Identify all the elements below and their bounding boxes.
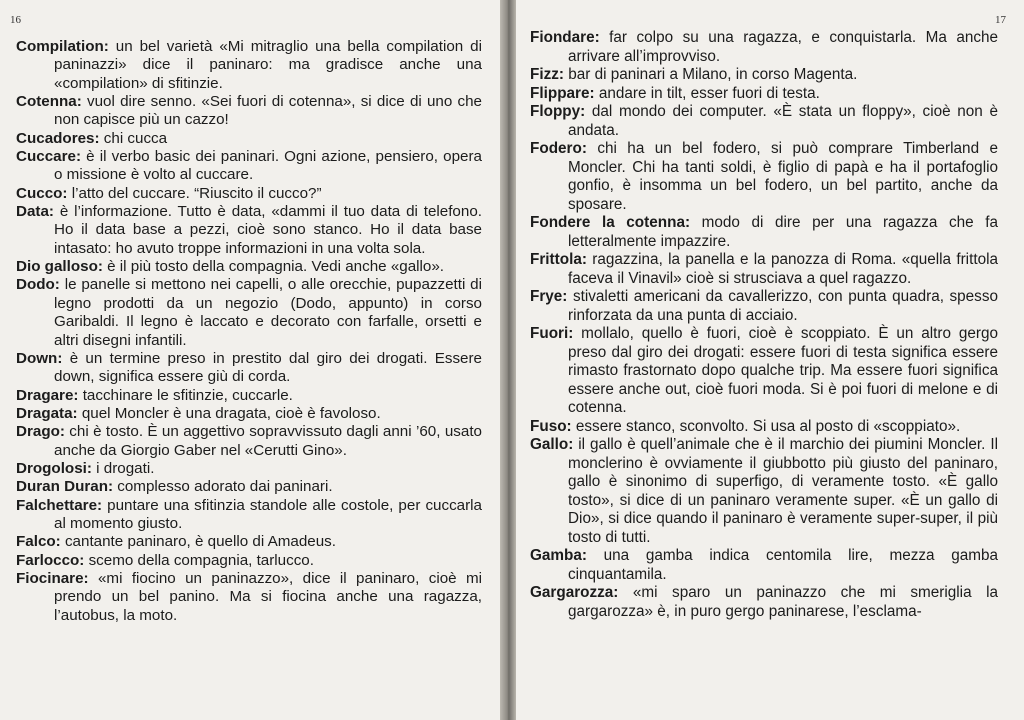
dictionary-entry <box>16 276 482 349</box>
entry-term: Flippare: <box>530 84 595 102</box>
dictionary-entry <box>530 85 998 104</box>
dictionary-entry <box>16 423 482 460</box>
entry-definition: «mi fiocino un paninazzo», dice il paninaro, cioè mi prendo un bel panino. Ma si fiocina anche una ragazza, l’autobus, la moto. <box>54 569 482 624</box>
entry-list <box>530 29 998 621</box>
dictionary-entry <box>16 203 482 258</box>
entry-term: Fuso: <box>530 417 572 435</box>
entry-term: Fuori: <box>530 325 574 342</box>
entry-definition: una gamba indica centomila lire, mezza gamba cinquantamila. <box>568 547 998 583</box>
entry-definition: quel Moncler è una dragata, cioè è favoloso. <box>77 404 381 422</box>
entry-definition: modo di dire per una ragazza che fa letteralmente impazzire. <box>568 214 998 250</box>
entry-definition: l’atto del cuccare. “Riuscito il cucco?” <box>67 184 322 202</box>
entry-definition: è il più tosto della compagnia. Vedi anche «gallo». <box>102 258 445 276</box>
dictionary-entry <box>16 387 482 405</box>
entry-term: Gargarozza: <box>530 584 619 601</box>
dictionary-entry <box>16 130 482 148</box>
entry-definition: mollalo, quello è fuori, cioè è scoppiato. È un altro gergo preso dal giro dei drogati: essere fuori di testa significa essere rimasto frastornato dopo qualche trip. Ma essere fuori significa essere anche out, cioè fuori moda. Si è poi fuori di melone e di cotenna. <box>568 325 998 416</box>
entry-definition: bar di paninari a Milano, in corso Magenta. <box>564 66 858 83</box>
left-page <box>0 0 500 720</box>
dictionary-entry <box>530 214 998 251</box>
entry-term: Fondere la cotenna: <box>530 214 691 231</box>
entry-definition: andare in tilt, esser fuori di testa. <box>594 84 820 102</box>
entry-definition: far colpo su una ragazza, e conquistarla. Ma anche arrivare all’improvviso. <box>568 29 998 65</box>
entry-term: Farlocco: <box>16 551 85 569</box>
entry-term: Cucco: <box>16 184 68 202</box>
entry-definition: complesso adorato dai paninari. <box>113 478 333 496</box>
entry-definition: essere stanco, sconvolto. Si usa al posto di «scoppiato». <box>571 417 961 435</box>
dictionary-entry <box>16 258 482 276</box>
entry-term: Fodero: <box>530 140 587 157</box>
entry-term: Down: <box>16 349 63 367</box>
entry-definition: vuol dire senno. «Sei fuori di cotenna», si dice di uno che non capisce più un cazzo! <box>54 93 482 129</box>
dictionary-entry <box>16 478 482 496</box>
entry-definition: dal mondo dei computer. «È stata un floppy», cioè non è andata. <box>568 103 998 139</box>
dictionary-entry <box>530 325 998 418</box>
entry-definition: ragazzina, la panella e la panozza di Roma. «quella frittola faceva il Vinavil» cioè si strusciava a quel ragazzo. <box>568 251 998 287</box>
entry-term: Frye: <box>530 288 568 305</box>
entry-definition: puntare una sfitinzia standole alle costole, per cuccarla al momento giusto. <box>54 496 482 532</box>
dictionary-entry <box>16 497 482 534</box>
entry-definition: «mi sparo un paninazzo che mi smeriglia la gargarozza» è, in puro gergo paninarese, l’esclama- <box>568 584 998 620</box>
entry-definition: stivaletti americani da cavallerizzo, con punta quadra, spesso rinforzata da una punta di acciaio. <box>567 288 998 324</box>
entry-list <box>16 38 482 625</box>
book-gutter <box>500 0 516 720</box>
entry-definition: è l’informazione. Tutto è data, «dammi il tuo data di telefono. Ho il data base a pezzi, cioè sono stanco. Ho il data base intasato: ho avuto troppe informazioni in una volta sola. <box>53 203 482 257</box>
entry-term: Dodo: <box>16 276 60 294</box>
dictionary-entry <box>530 436 998 547</box>
entry-term: Cuccare: <box>16 148 81 166</box>
entry-definition: chi ha un bel fodero, si può comprare Timberland e Moncler. Chi ha tanti soldi, è figlio di papà e ha il portafoglio gonfio, è insomma un bel fodero, un bel partito, anche da sposare. <box>568 140 998 213</box>
entry-term: Drago: <box>16 423 65 441</box>
page-number: 16 <box>10 14 21 26</box>
entry-term: Duran Duran: <box>16 478 114 496</box>
dictionary-entry <box>16 552 482 570</box>
entry-definition: il gallo è quell’animale che è il marchio dei piumini Moncler. Il monclerino è ovviamente il giubbotto più giusto del paninaro, gallo è sinonimo di superfigo, di veramente tosto. «È gallo tosto», si dice di un paninaro veramente super. «È un gallo di Dio», si dice quando il paninaro è veramente super-super, il più tosto di tutti. <box>568 436 998 546</box>
entry-term: Falchettare: <box>16 496 103 514</box>
entry-term: Falco: <box>16 533 61 551</box>
entry-term: Dio galloso: <box>16 258 103 276</box>
entry-term: Frittola: <box>530 251 587 268</box>
dictionary-entry <box>530 547 998 584</box>
entry-definition: chi cucca <box>99 129 168 147</box>
dictionary-entry <box>16 93 482 130</box>
dictionary-entry <box>530 251 998 288</box>
dictionary-entry <box>16 148 482 185</box>
dictionary-entry <box>16 38 482 93</box>
dictionary-entry <box>530 288 998 325</box>
dictionary-entry <box>530 418 998 437</box>
entry-term: Gamba: <box>530 547 587 564</box>
entry-term: Cotenna: <box>16 93 82 111</box>
page-number: 17 <box>995 14 1006 26</box>
dictionary-entry <box>16 405 482 423</box>
dictionary-entry <box>16 570 482 625</box>
entry-term: Fizz: <box>530 66 564 83</box>
dictionary-entry <box>16 350 482 387</box>
dictionary-entry <box>16 533 482 551</box>
entry-term: Dragare: <box>16 386 79 404</box>
entry-term: Gallo: <box>530 436 574 453</box>
entry-term: Cucadores: <box>16 129 100 147</box>
dictionary-entry <box>530 103 998 140</box>
entry-term: Fiocinare: <box>16 569 89 587</box>
entry-definition: scemo della compagnia, tarlucco. <box>84 551 314 569</box>
entry-definition: i drogati. <box>91 459 155 477</box>
dictionary-entry <box>530 66 998 85</box>
dictionary-entry <box>530 29 998 66</box>
entry-definition: le panelle si mettono nei capelli, o alle orecchie, pupazzetti di legno prodotti da un negozio (Dodo, appunto) in corso Garibaldi. Il legno è laccato e decorato con farfalle, orsetti e altri disegni infantili. <box>54 276 482 349</box>
entry-definition: tacchinare le sfitinzie, cuccarle. <box>78 386 293 404</box>
dictionary-entry <box>530 140 998 214</box>
entry-definition: un bel varietà «Mi mitraglio una bella compilation di paninazzi» dice il paninaro: ma gradisce anche una «compilation» di sfitinzie. <box>54 38 482 92</box>
dictionary-entry <box>530 584 998 621</box>
entry-definition: cantante paninaro, è quello di Amadeus. <box>60 533 336 551</box>
entry-term: Compilation: <box>16 38 109 55</box>
entry-term: Fiondare: <box>530 29 600 46</box>
entry-definition: è un termine preso in prestito dal giro dei drogati. Essere down, significa essere giù di corda. <box>54 349 482 386</box>
entry-term: Drogolosi: <box>16 459 92 477</box>
entry-term: Dragata: <box>16 404 78 422</box>
dictionary-entry <box>16 185 482 203</box>
entry-definition: è il verbo basic dei paninari. Ogni azione, pensiero, opera o missione è volto al cuccare. <box>54 148 482 184</box>
entry-definition: chi è tosto. È un aggettivo sopravvissuto dagli anni ’60, usato anche da Giorgio Gaber nel «Cerutti Gino». <box>54 423 482 459</box>
entry-term: Data: <box>16 203 54 221</box>
entry-term: Floppy: <box>530 103 586 120</box>
right-page <box>516 0 1024 720</box>
dictionary-entry <box>16 460 482 478</box>
